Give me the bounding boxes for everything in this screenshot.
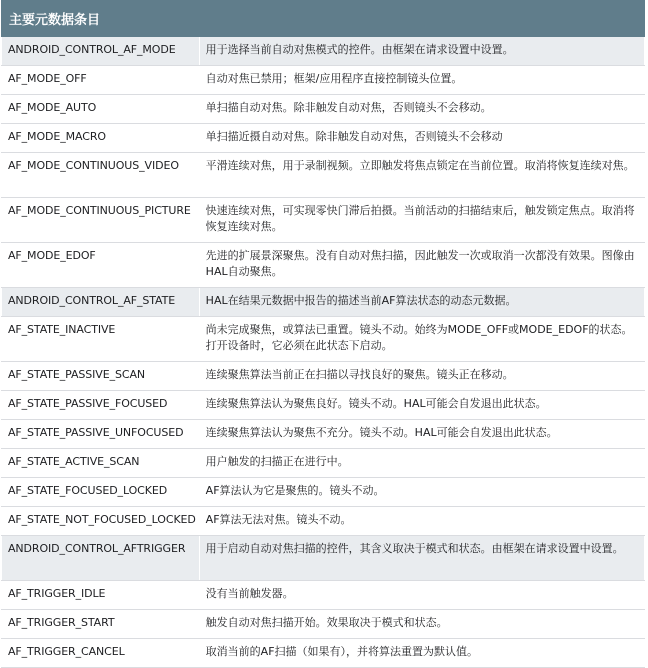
metadata-key: AF_STATE_NOT_FOCUSED_LOCKED <box>2 507 200 536</box>
metadata-key: AF_MODE_CONTINUOUS_VIDEO <box>2 153 200 198</box>
table-row <box>2 124 645 153</box>
metadata-key: AF_STATE_FOCUSED_LOCKED <box>2 478 200 507</box>
table-row <box>2 362 645 391</box>
metadata-key: ANDROID_CONTROL_AF_MODE <box>2 37 200 66</box>
table-row <box>2 66 645 95</box>
metadata-description: 自动对焦已禁用；框架/应用程序直接控制镜头位置。 <box>199 66 644 95</box>
metadata-description: 用于启动自动对焦扫描的控件，其含义取决于模式和状态。由框架在请求设置中设置。 <box>199 536 644 581</box>
table-row <box>2 581 645 610</box>
table-row <box>2 153 645 198</box>
metadata-key: AF_TRIGGER_IDLE <box>2 581 200 610</box>
table-row <box>2 610 645 639</box>
table-row <box>2 507 645 536</box>
table-row <box>2 639 645 668</box>
table-group-row <box>2 37 645 66</box>
metadata-table <box>1 0 645 668</box>
metadata-key: AF_STATE_PASSIVE_SCAN <box>2 362 200 391</box>
table-row <box>2 243 645 288</box>
metadata-description: 用于选择当前自动对焦模式的控件。由框架在请求设置中设置。 <box>199 37 644 66</box>
metadata-key: AF_TRIGGER_START <box>2 610 200 639</box>
metadata-description: 连续聚焦算法当前正在扫描以寻找良好的聚焦。镜头正在移动。 <box>199 362 644 391</box>
metadata-description: 单扫描近摄自动对焦。除非触发自动对焦，否则镜头不会移动 <box>199 124 644 153</box>
metadata-description: 取消当前的AF扫描（如果有），并将算法重置为默认值。 <box>199 639 644 668</box>
table-header-row <box>2 1 645 37</box>
metadata-key: AF_MODE_MACRO <box>2 124 200 153</box>
metadata-key: ANDROID_CONTROL_AFTRIGGER <box>2 536 200 581</box>
metadata-description: 尚未完成聚焦，或算法已重置。镜头不动。始终为MODE_OFF或MODE_EDOF的状态。打开设备时，它必须在此状态下启动。 <box>199 317 644 362</box>
table-row <box>2 317 645 362</box>
metadata-description: HAL在结果元数据中报告的描述当前AF算法状态的动态元数据。 <box>199 288 644 317</box>
metadata-description: AF算法认为它是聚焦的。镜头不动。 <box>199 478 644 507</box>
table-row <box>2 420 645 449</box>
metadata-description: 快速连续对焦，可实现零快门滞后拍摄。当前活动的扫描结束后，触发锁定焦点。取消将恢复连续对焦。 <box>199 198 644 243</box>
table-title: 主要元数据条目 <box>2 1 645 37</box>
table-group-row <box>2 536 645 581</box>
metadata-description: 平滑连续对焦，用于录制视频。立即触发将焦点锁定在当前位置。取消将恢复连续对焦。 <box>199 153 644 198</box>
metadata-key: AF_STATE_PASSIVE_UNFOCUSED <box>2 420 200 449</box>
metadata-key: AF_TRIGGER_CANCEL <box>2 639 200 668</box>
metadata-description: 单扫描自动对焦。除非触发自动对焦，否则镜头不会移动。 <box>199 95 644 124</box>
metadata-key: AF_STATE_INACTIVE <box>2 317 200 362</box>
metadata-key: ANDROID_CONTROL_AF_STATE <box>2 288 200 317</box>
metadata-key: AF_MODE_AUTO <box>2 95 200 124</box>
metadata-description: 用户触发的扫描正在进行中。 <box>199 449 644 478</box>
metadata-key: AF_MODE_OFF <box>2 66 200 95</box>
table-body <box>2 37 645 668</box>
metadata-description: AF算法无法对焦。镜头不动。 <box>199 507 644 536</box>
metadata-key: AF_MODE_EDOF <box>2 243 200 288</box>
metadata-key: AF_MODE_CONTINUOUS_PICTURE <box>2 198 200 243</box>
table-row <box>2 449 645 478</box>
table-row <box>2 478 645 507</box>
metadata-description: 触发自动对焦扫描开始。效果取决于模式和状态。 <box>199 610 644 639</box>
metadata-description: 没有当前触发器。 <box>199 581 644 610</box>
metadata-description: 连续聚焦算法认为聚焦良好。镜头不动。HAL可能会自发退出此状态。 <box>199 391 644 420</box>
table-row <box>2 391 645 420</box>
table-row <box>2 198 645 243</box>
metadata-key: AF_STATE_ACTIVE_SCAN <box>2 449 200 478</box>
metadata-description: 连续聚焦算法认为聚焦不充分。镜头不动。HAL可能会自发退出此状态。 <box>199 420 644 449</box>
table-row <box>2 95 645 124</box>
metadata-key: AF_STATE_PASSIVE_FOCUSED <box>2 391 200 420</box>
table-group-row <box>2 288 645 317</box>
metadata-description: 先进的扩展景深聚焦。没有自动对焦扫描，因此触发一次或取消一次都没有效果。图像由HAL自动聚焦。 <box>199 243 644 288</box>
